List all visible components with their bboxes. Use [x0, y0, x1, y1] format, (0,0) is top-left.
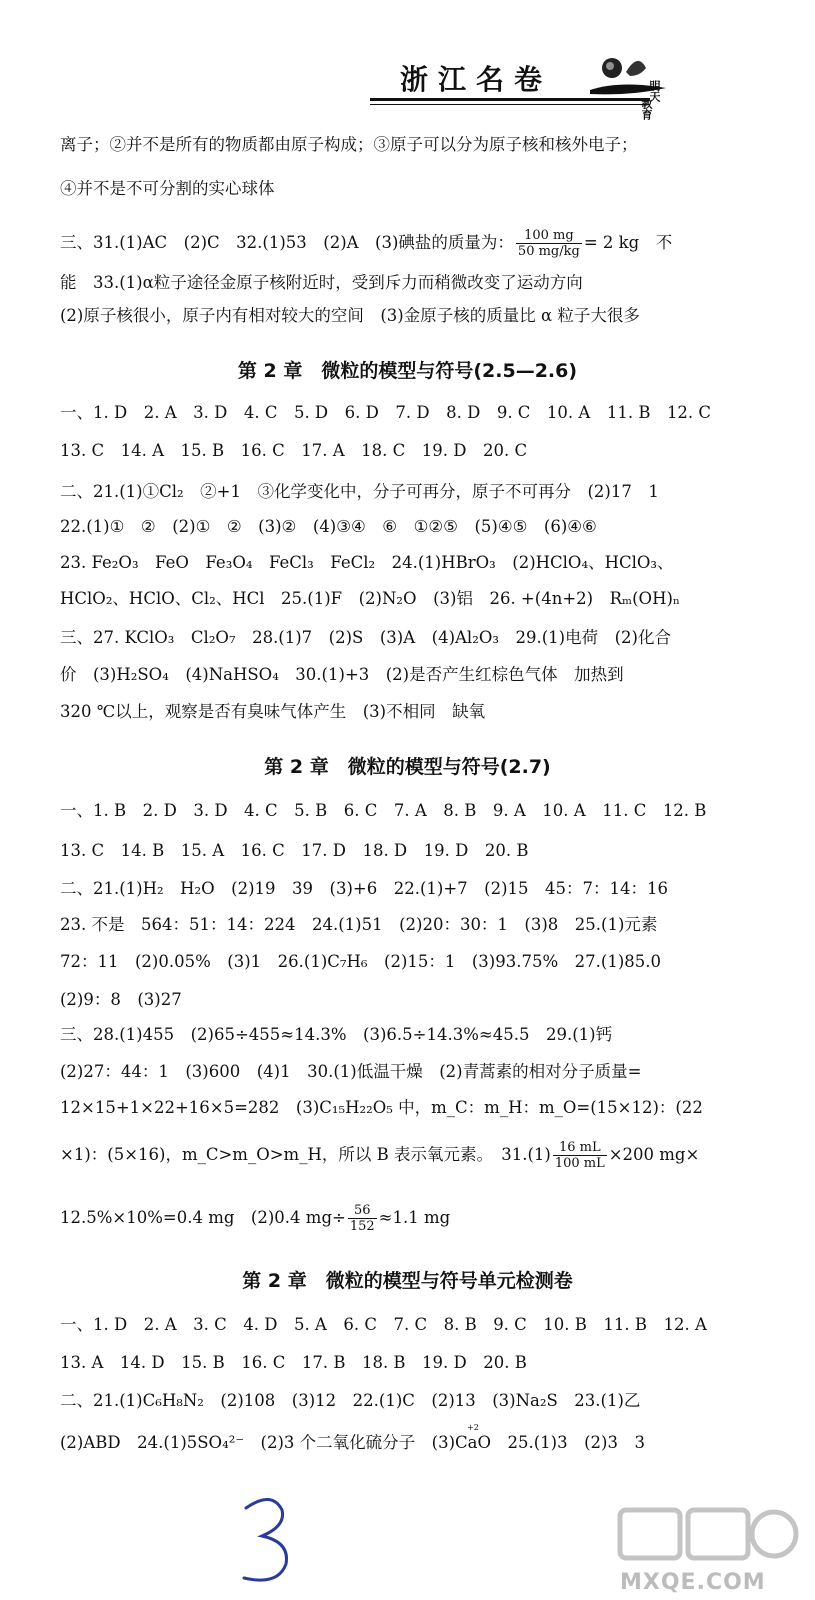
text-line: 二、21.(1)H₂ H₂O (2)19 39 (3)+6 22.(1)+7 (2)15 45：7：14：16 [60, 879, 668, 898]
fraction-denominator: 152 [349, 1219, 375, 1234]
text-line: (2)9：8 (3)27 [60, 990, 182, 1009]
fraction-numerator: 56 [348, 1203, 377, 1219]
text-line: 价 (3)H₂SO₄ (4)NaHSO₄ 30.(1)+3 (2)是否产生红棕色气体 加热到 [60, 665, 624, 684]
text-line: 320 ℃以上，观察是否有臭味气体产生 (3)不相同 缺氧 [60, 702, 486, 721]
text-line: 13. C 14. B 15. A 16. C 17. D 18. D 19. D 20. B [60, 841, 529, 860]
text-line: 13. A 14. D 15. B 16. C 17. B 18. B 19. D 20. B [60, 1353, 527, 1372]
fraction [516, 228, 582, 259]
text-line-segment: 12.5%×10%=0.4 mg (2)0.4 mg÷ [60, 1208, 346, 1227]
text-line: 一、1. D 2. A 3. D 4. C 5. D 6. D 7. D 8. D 9. C 10. A 11. B 12. C [60, 403, 712, 422]
text-line: 能 33.(1)α粒子途径金原子核附近时，受到斥力而稍微改变了运动方向 [60, 273, 583, 292]
text-line [60, 1140, 699, 1171]
text-line: 一、1. D 2. A 3. C 4. D 5. A 6. C 7. C 8. B 9. C 10. B 11. B 12. A [60, 1315, 707, 1334]
text-line: 离子；②并不是所有的物质都由原子构成；③原子可以分为原子核和核外电子； [60, 135, 638, 154]
text-line: 72：11 (2)0.05% (3)1 26.(1)C₇H₆ (2)15：1 (3)93.75% 27.(1)85.0 [60, 952, 662, 971]
text-line: 三、28.(1)455 (2)65÷455≈14.3% (3)6.5÷14.3%≈45.5 29.(1)钙 [60, 1025, 613, 1044]
logo-text: 明天 [648, 80, 661, 102]
text-line-segment: 三、31.(1)AC (2)C 32.(1)53 (2)A (3)碘盐的质量为： [60, 233, 514, 252]
text-line: (2)ABD 24.(1)5SO₄²⁻ (2)3 个二氧化硫分子 (3)CaO 25.(1)3 (2)3 3 [60, 1433, 645, 1452]
text-line [60, 228, 672, 259]
text-line-segment: ×1)：(5×16)，m_C>m_O>m_H，所以 B 表示氧元素。 31.(1) [60, 1145, 551, 1164]
text-line: (2)原子核很小，原子内有相对较大的空间 (3)金原子核的质量比 α 粒子大很多 [60, 306, 640, 325]
text-line: 12×15+1×22+16×5=282 (3)C₁₅H₂₂O₅ 中，m_C：m_H：m_O=(15×12)：(22 [60, 1098, 703, 1117]
text-line: 13. C 14. A 15. B 16. C 17. A 18. C 19. D 20. C [60, 441, 528, 460]
text-line: 22.(1)① ② (2)① ② (3)② (4)③④ ⑥ ①②⑤ (5)④⑤ (6)④⑥ [60, 517, 597, 536]
section-heading: 第 2 章 微粒的模型与符号(2.7) [264, 756, 551, 778]
text-line: 一、1. B 2. D 3. D 4. C 5. B 6. C 7. A 8. B 9. A 10. A 11. C 12. B [60, 801, 707, 820]
text-line: 23. 不是 564：51：14：224 24.(1)51 (2)20：30：1 (3)8 25.(1)元素 [60, 915, 658, 934]
handwritten-page-number [232, 1490, 302, 1590]
text-line: ④并不是不可分割的实心球体 [60, 179, 275, 198]
text-line-segment: ≈1.1 mg [378, 1208, 451, 1227]
text-line: 23. Fe₂O₃ FeO Fe₃O₄ FeCl₃ FeCl₂ 24.(1)HBrO₃ (2)HClO₄、HClO₃、 [60, 553, 674, 572]
text-line [60, 1203, 450, 1234]
fraction-numerator: 100 mg [516, 228, 582, 244]
header-title: 浙江名卷 [400, 63, 553, 96]
text-line-segment: = 2 kg 不 [583, 233, 673, 252]
text-line: HClO₂、HClO、Cl₂、HCl 25.(1)F (2)N₂O (3)铝 26. +(4n+2) Rₘ(OH)ₙ [60, 589, 681, 608]
watermark-text: MXQE.COM [620, 1570, 766, 1595]
page-header [370, 50, 790, 130]
text-line: 二、21.(1)C₆H₈N₂ (2)108 (3)12 22.(1)C (2)13 (3)Na₂S 23.(1)乙 [60, 1391, 641, 1410]
text-line: 二、21.(1)①Cl₂ ②+1 ③化学变化中，分子可再分，原子不可再分 (2)17 1 [60, 482, 659, 501]
text-line: 三、27. KClO₃ Cl₂O₇ 28.(1)7 (2)S (3)A (4)Al₂O₃ 29.(1)电荷 (2)化合 [60, 628, 671, 647]
section-heading: 第 2 章 微粒的模型与符号单元检测卷 [242, 1270, 573, 1292]
fraction-numerator: 16 mL [553, 1140, 607, 1156]
text-line-segment: ×200 mg× [608, 1145, 700, 1164]
fraction [348, 1203, 377, 1234]
fraction-denominator: 100 mL [554, 1156, 605, 1171]
fraction [553, 1140, 607, 1171]
valence-mark: +2 [467, 1423, 479, 1432]
text-line: (2)27：44：1 (3)600 (4)1 30.(1)低温干燥 (2)青蒿素的相对分子质量= [60, 1062, 642, 1081]
section-heading: 第 2 章 微粒的模型与符号(2.5—2.6) [237, 360, 578, 382]
logo-text: 教育 [640, 98, 653, 120]
fraction-denominator: 50 mg/kg [517, 244, 580, 259]
